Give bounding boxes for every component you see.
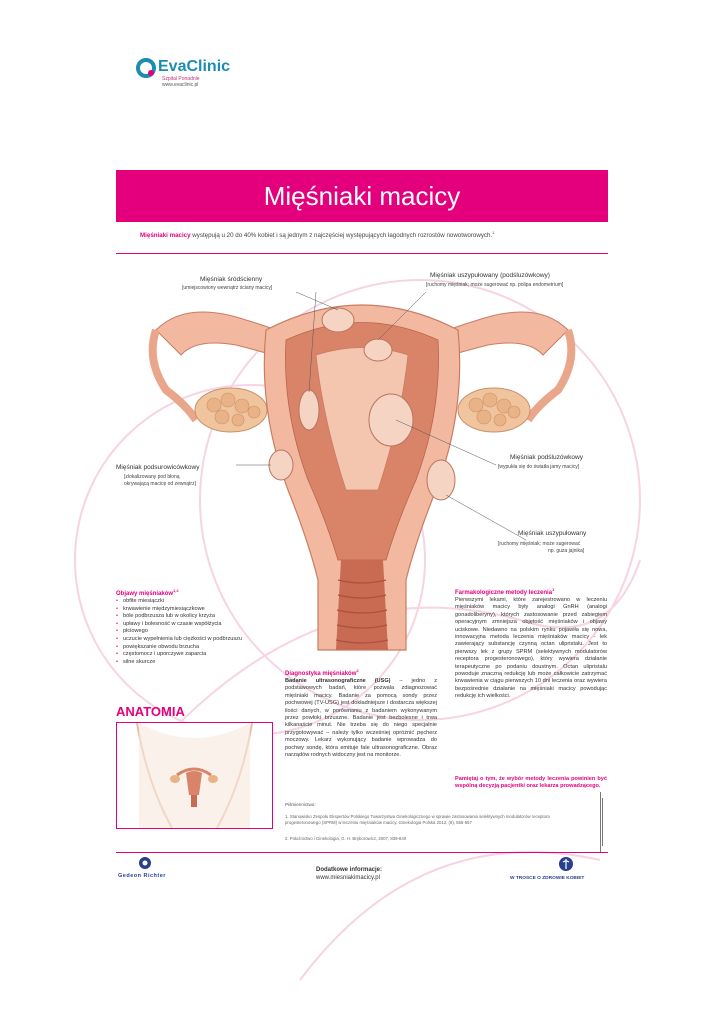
- references-heading: Piśmiennictwo:: [285, 802, 316, 807]
- label-uszypulowany-podsluzowkowy: Mięśniak uszypułowany (podśluzówkowy): [430, 272, 550, 279]
- pharma-heading: [455, 587, 554, 596]
- evaclinic-logo-icon: [136, 58, 156, 78]
- logo-url: www.evaclinic.pl: [162, 82, 199, 88]
- reference-1: 1. Stanowisko Zespołu Ekspertów Polskiego Towarzystwa Ginekologicznego w sprawie zastosowania selektywnych modulatorów receptora progesteronowego (SPRM) w leczeniu mięśniaków macicy. Ginekologia Polska 2012, (8), 555-557: [285, 814, 550, 825]
- footer-info-heading: Dodatkowe informacje:: [316, 867, 383, 873]
- footer-women-health: W TROSCE O ZDROWIE KOBIET: [510, 876, 585, 881]
- pharma-text: Pierwszymi lekami, które zarejestrowano w leczeniu mięśniaków macicy były analogi GnRH (analogi gonadoliberyny), których zastosowanie przed zabiegiem operacyjnym zmniejsza objętość mięśniaków i objawy uciskowe. Niedawno na polskim rynku pojawiła się nowa, innowacyjna metoda leczenia mięśniaków macicy - lek zawierający substancję czynną octan ulipristalu. Jest to pierwszy lek z grupy SPRM (selektywnych modulatorów receptora progesteronowego), który wywiera działanie terapeutyczne po podaniu doustnym. Octan ulipristalu powoduje znaczną redukcję lub może całkowicie zatrzymać krwawienia w ciągu pierwszych 10 dni leczenia oraz wywiera bezpośrednie działanie na mięśniaki macicy powodując redukcję ich wielkości.: [455, 597, 607, 700]
- symptom-item: • obfite miesiączki: [116, 598, 286, 606]
- symptoms-list: [116, 598, 286, 666]
- sublabel-podsurowiczowkowy-2: okrywającą macicę od zewnątrz]: [124, 481, 196, 487]
- intro-text: [140, 230, 590, 239]
- pharma-footnote: Pamiętaj o tym, że wybór metody leczenia powinien być wspólną decyzją pacjentki oraz lekarza prowadzącego.: [455, 776, 607, 790]
- sublabel-uszypulowany-2: np. guza jajnika]: [548, 548, 585, 554]
- diagnostics-heading-text: Diagnostyka mięśniaków: [285, 671, 357, 677]
- symptom-item: • upławy i bolesność w czasie współżycia: [116, 621, 286, 629]
- reference-2: 2. Położnictwo i Ginekologia, G. H. Bręborowicz, 2007, 839-840: [285, 836, 407, 841]
- footer-info-url[interactable]: www.miesniakimacicy.pl: [316, 875, 380, 881]
- diagnostics-lead: Badanie ultrasonograficzne (USG): [285, 678, 391, 684]
- pharma-sup: 1: [552, 587, 555, 592]
- logo-subtitle: Szpital Ponadnie: [162, 76, 200, 82]
- sublabel-srodscienny: [umiejscowiony wewnątrz ściany macicy]: [182, 285, 273, 291]
- symptom-item: • powiększanie obwodu brzucha: [116, 644, 286, 652]
- diagnostics-body: – jedno z podstawowych badań, które pozwala zdiagnozować mięśniaki macicy. Badanie za pomocą sondy przez pochwowej (TV-USG) jest dokładniejsze i dostarcza większej ilości danych, w porównaniu z badaniem wykonywanym przez powłoki brzuszne. Badanie jest bezbolesne i trwa kilkanaście minut. Nie trzeba się do niego specjalnie przygotowywać – należy tylko wcześniej opróżnić pęcherz moczowy. Lekarz wykonujący badanie wprowadza do pochwy sondę, która emituje fale ultrasonograficzne. Obraz narządów rodnych widoczny jest na monitorze.: [285, 678, 437, 759]
- symptom-item: • częstomocz i uporczywe zaparcia: [116, 651, 286, 659]
- footer-gedeon-richter: Gedeon Richter: [118, 873, 166, 879]
- diagnostics-sup: 2: [356, 668, 359, 673]
- symptom-item: • bóle podbrzusza lub w okolicy krzyża: [116, 613, 286, 621]
- footer-divider: [116, 852, 608, 853]
- evaclinic-logo: [136, 56, 246, 92]
- label-podsluzowkowy: Mięśniak podśluzówkowy: [510, 454, 583, 461]
- body-silhouette-illustration: [117, 723, 272, 828]
- anatomy-figure: [116, 722, 273, 829]
- symptom-item: • silne skurcze: [116, 659, 286, 667]
- symptom-item: • krwawienie międzymiesiączkowe: [116, 606, 286, 614]
- label-podsurowiczowkowy: Mięśniak podsurowicówkowy: [116, 464, 200, 471]
- intro-body: występują u 20 do 40% kobiet i są jednym z najczęściej występujących łagodnych rozrostów nowotworowych.: [190, 232, 493, 240]
- gedeon-richter-emblem-icon: [138, 856, 152, 870]
- sublabel-podsurowiczowkowy-1: [zlokalizowany pod błoną: [124, 474, 180, 480]
- symptoms-sup: 1,2: [173, 588, 179, 593]
- divider: [116, 253, 608, 254]
- symptom-item: • płciowego: [116, 628, 286, 636]
- intro-highlight: Mięśniaki macicy: [140, 232, 191, 240]
- diagnostics-heading: [285, 668, 359, 677]
- logo-name: EvaClinic: [158, 58, 231, 75]
- label-uszypulowany: Mięśniak uszypułowany: [518, 530, 587, 537]
- anatomy-heading: ANATOMIA: [116, 704, 185, 719]
- page-title: Mięśniaki macicy: [263, 181, 461, 211]
- sublabel-uszypulowany-1: [ruchomy mięśniak; może sugerować: [498, 541, 581, 547]
- intro-sup: 1: [492, 230, 495, 235]
- symptoms-heading-text: Objawy mięśniaków: [116, 591, 174, 597]
- symptom-item: • uczucie wypełnienia lub ciężkości w podbrzuszu: [116, 636, 286, 644]
- symptoms-heading: [116, 588, 179, 597]
- label-srodscienny: Mięśniak śródścienny: [200, 276, 263, 283]
- title-banner: [116, 170, 608, 222]
- diagnostics-text: [285, 678, 437, 759]
- women-health-emblem-icon: [558, 856, 574, 872]
- vertical-print-code: [596, 792, 606, 852]
- pharma-heading-text: Farmakologiczne metody leczenia: [455, 590, 553, 596]
- sublabel-podsluzowkowy: [wypukła się do światła jamy macicy]: [498, 464, 580, 470]
- sublabel-uszypulowany-podsluzowkowy: [ruchomy mięśniak; może sugerować np. polipa endometrium]: [426, 282, 564, 288]
